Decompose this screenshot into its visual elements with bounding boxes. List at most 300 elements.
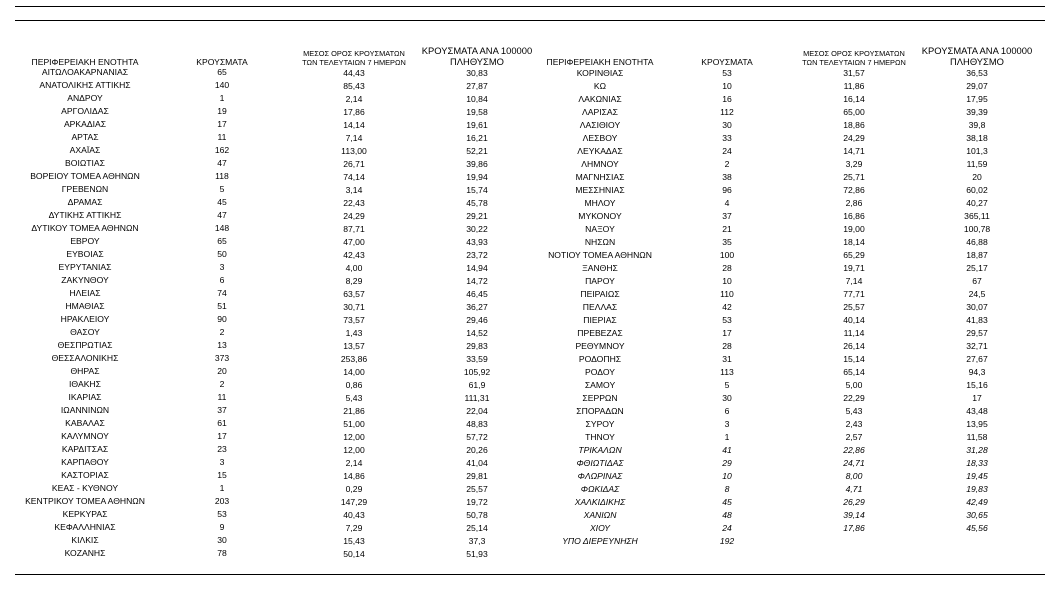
cases-per-100k-header-line1: ΚΡΟΥΣΜΑΤΑ ΑΝΑ 100000 [421, 45, 533, 56]
cases-cell: 30 [217, 535, 227, 545]
region-cell: ΠΕΙΡΑΙΩΣ [580, 289, 620, 299]
table-row [538, 249, 1038, 262]
cases-cell: 140 [214, 80, 230, 90]
seven-day-average-header-line2: ΤΩΝ ΤΕΛΕΥΤΑΙΩΝ 7 ΗΜΕΡΩΝ [802, 58, 906, 67]
cases-cell: 41 [722, 445, 732, 455]
cases-per-100k-cell: 11,58 [966, 432, 988, 442]
region-cell: ΘΗΡΑΣ [70, 366, 100, 376]
region-cell: ΣΑΜΟΥ [584, 380, 616, 390]
region-cell: ΞΑΝΘΗΣ [582, 263, 618, 273]
cases-cell: 2 [219, 327, 225, 337]
region-cell: ΙΚΑΡΙΑΣ [68, 392, 102, 402]
cases-cell: 19 [217, 106, 227, 116]
table-row [538, 444, 1038, 457]
region-cell: ΛΕΥΚΑΔΑΣ [577, 146, 623, 156]
region-cell: ΧΑΝΙΩΝ [583, 510, 617, 520]
cases-cell: 17 [217, 119, 227, 129]
cases-cell: 3 [219, 457, 225, 467]
seven-day-average-cell: 7,14 [345, 133, 363, 143]
seven-day-average-cell: 2,14 [345, 94, 363, 104]
region-cell: ΑΡΚΑΔΙΑΣ [63, 119, 107, 129]
cases-cell: 1 [219, 93, 225, 103]
cases-per-100k-cell: 29,57 [966, 328, 988, 338]
table-row [538, 457, 1038, 470]
cases-cell: 65 [217, 236, 227, 246]
cases-cell: 10 [722, 471, 732, 481]
region-cell: ΤΗΝΟΥ [585, 432, 615, 442]
seven-day-average-cell: 11,14 [843, 328, 865, 338]
region-cell: ΜΕΣΣΗΝΙΑΣ [575, 185, 625, 195]
cases-cell: 11 [217, 392, 227, 402]
cases-cell: 16 [722, 94, 732, 104]
region-cell: ΖΑΚΥΝΘΟΥ [61, 275, 109, 285]
table-row [538, 93, 1038, 106]
seven-day-average-cell: 85,43 [343, 81, 365, 91]
table-row [538, 145, 1038, 158]
seven-day-average-cell: 73,57 [343, 315, 365, 325]
seven-day-average-cell: 77,71 [843, 289, 865, 299]
region-cell: ΠΡΕΒΕΖΑΣ [577, 328, 623, 338]
table-row [538, 392, 1038, 405]
region-cell: ΑΡΓΟΛΙΔΑΣ [61, 106, 109, 116]
cases-per-100k-cell: 30,22 [466, 224, 488, 234]
cases-per-100k-cell: 19,58 [466, 107, 488, 117]
cases-cell: 148 [214, 223, 230, 233]
cases-cell: 373 [214, 353, 230, 363]
cases-cell: 20 [217, 366, 227, 376]
seven-day-average-cell: 22,86 [843, 445, 865, 455]
cases-cell: 118 [215, 171, 229, 181]
cases-per-100k-cell: 39,86 [466, 159, 488, 169]
seven-day-average-cell: 13,57 [343, 341, 365, 351]
table-row [538, 366, 1038, 379]
cases-cell: 3 [724, 419, 730, 429]
seven-day-average-cell: 5,43 [345, 393, 363, 403]
table-row [538, 327, 1038, 340]
cases-cell: 3 [219, 262, 225, 272]
cases-cell: 110 [720, 289, 734, 299]
cases-per-100k-cell: 15,74 [466, 185, 488, 195]
seven-day-average-cell: 16,86 [843, 211, 865, 221]
region-cell: ΑΧΑΪΑΣ [69, 145, 101, 155]
cases-cell: 10 [722, 276, 732, 286]
cases-per-100k-cell: 20,26 [466, 445, 488, 455]
cases-per-100k-cell: 48,83 [466, 419, 488, 429]
table-row [18, 548, 538, 561]
seven-day-average-cell: 2,14 [345, 458, 363, 468]
seven-day-average-cell: 14,71 [843, 146, 865, 156]
cases-column-header: ΚΡΟΥΣΜΑΤΑ [701, 57, 753, 67]
seven-day-average-cell: 14,14 [343, 120, 365, 130]
cases-per-100k-cell: 38,18 [966, 133, 988, 143]
seven-day-average-cell: 25,71 [843, 172, 865, 182]
cases-cell: 96 [722, 185, 732, 195]
seven-day-average-cell: 26,29 [843, 497, 865, 507]
cases-per-100k-cell: 18,33 [966, 458, 988, 468]
cases-cell: 11 [217, 132, 227, 142]
table-row [538, 483, 1038, 496]
region-column-header: ΠΕΡΙΦΕΡΕΙΑΚΗ ΕΝΟΤΗΤΑ [546, 57, 654, 67]
cases-per-100k-cell: 24,5 [968, 289, 986, 299]
seven-day-average-cell: 24,71 [843, 458, 865, 468]
table-row [538, 353, 1038, 366]
seven-day-average-cell: 2,86 [845, 198, 863, 208]
seven-day-average-cell: 18,86 [843, 120, 865, 130]
cases-per-100k-cell: 11,59 [966, 159, 988, 169]
region-cell: ΠΑΡΟΥ [585, 276, 615, 286]
cases-cell: 45 [217, 197, 227, 207]
right-table-body [538, 67, 1038, 548]
cases-per-100k-cell: 57,72 [466, 432, 488, 442]
cases-per-100k-cell: 27,67 [966, 354, 988, 364]
region-cell: ΚΩ [593, 81, 607, 91]
seven-day-average-cell: 72,86 [843, 185, 865, 195]
seven-day-average-header-line1: ΜΕΣΟΣ ΟΡΟΣ ΚΡΟΥΣΜΑΤΩΝ [803, 49, 905, 58]
cases-per-100k-cell: 19,45 [966, 471, 988, 481]
cases-cell: 33 [722, 133, 732, 143]
seven-day-average-cell: 87,71 [343, 224, 365, 234]
cases-cell: 28 [722, 263, 732, 273]
seven-day-average-cell: 7,14 [845, 276, 863, 286]
cases-per-100k-cell: 45,56 [966, 523, 988, 533]
region-cell: ΘΕΣΠΡΩΤΙΑΣ [57, 340, 113, 350]
table-row [538, 158, 1038, 171]
seven-day-average-cell: 24,29 [343, 211, 365, 221]
cases-cell: 65 [217, 67, 227, 77]
seven-day-average-cell: 253,86 [340, 354, 368, 364]
cases-per-100k-column-header [416, 40, 538, 67]
seven-day-average-cell: 47,00 [343, 237, 365, 247]
seven-day-average-cell: 14,86 [343, 471, 365, 481]
region-cell: ΗΡΑΚΛΕΙΟΥ [60, 314, 110, 324]
region-cell: ΒΟΡΕΙΟΥ ΤΟΜΕΑ ΑΘΗΝΩΝ [30, 171, 140, 181]
cases-per-100k-cell: 50,78 [466, 510, 488, 520]
table-row [538, 340, 1038, 353]
cases-per-100k-cell: 17 [972, 393, 982, 403]
cases-cell: 42 [722, 302, 732, 312]
seven-day-average-cell: 2,57 [845, 432, 863, 442]
cases-per-100k-cell: 19,83 [966, 484, 988, 494]
seven-day-average-cell: 17,86 [843, 523, 865, 533]
region-cell: ΦΩΚΙΔΑΣ [580, 484, 620, 494]
region-cell: ΓΡΕΒΕΝΩΝ [61, 184, 109, 194]
cases-cell: 30 [722, 393, 732, 403]
region-cell: ΝΟΤΙΟΥ ΤΟΜΕΑ ΑΘΗΝΩΝ [548, 250, 652, 260]
table-row [538, 171, 1038, 184]
cases-per-100k-cell: 36,53 [966, 68, 988, 78]
table-row [538, 470, 1038, 483]
cases-per-100k-cell: 36,27 [466, 302, 488, 312]
cases-cell: 8 [724, 484, 730, 494]
seven-day-average-cell: 16,14 [843, 94, 865, 104]
cases-per-100k-cell: 105,92 [463, 367, 491, 377]
seven-day-average-cell: 50,14 [343, 549, 365, 559]
table-row [538, 379, 1038, 392]
cases-per-100k-cell: 94,3 [968, 367, 986, 377]
region-cell: ΠΙΕΡΙΑΣ [583, 315, 617, 325]
seven-day-average-header-line1: ΜΕΣΟΣ ΟΡΟΣ ΚΡΟΥΣΜΑΤΩΝ [303, 49, 405, 58]
cases-per-100k-cell [916, 535, 1038, 548]
seven-day-average-cell: 63,57 [343, 289, 365, 299]
left-cases-table [18, 40, 538, 561]
region-cell: ΧΑΛΚΙΔΙΚΗΣ [574, 497, 626, 507]
seven-day-average-cell [792, 535, 916, 548]
region-cell: ΜΥΚΟΝΟΥ [578, 211, 622, 221]
table-row [538, 509, 1038, 522]
cases-per-100k-cell: 19,72 [466, 497, 488, 507]
seven-day-average-cell: 74,14 [343, 172, 365, 182]
seven-day-average-cell: 113,00 [341, 146, 367, 156]
cases-cell: 24 [722, 523, 732, 533]
cases-per-100k-cell: 40,27 [966, 198, 988, 208]
seven-day-average-cell: 1,43 [345, 328, 363, 338]
seven-day-average-cell: 39,14 [843, 510, 865, 520]
seven-day-average-cell: 40,43 [343, 510, 365, 520]
seven-day-average-cell: 8,29 [345, 276, 363, 286]
bottom-rule [15, 574, 1045, 575]
seven-day-average-cell: 7,29 [345, 523, 363, 533]
seven-day-average-cell: 31,57 [843, 68, 865, 78]
table-row [538, 431, 1038, 444]
seven-day-average-cell: 30,71 [343, 302, 365, 312]
cases-per-100k-cell: 29,81 [466, 471, 488, 481]
cases-cell: 6 [219, 275, 225, 285]
table-row [538, 184, 1038, 197]
cases-per-100k-cell: 100,78 [963, 224, 991, 234]
seven-day-average-column-header [792, 40, 916, 67]
seven-day-average-cell: 5,43 [845, 406, 863, 416]
cases-cell: 1 [724, 432, 730, 442]
cases-cell: 13 [217, 340, 227, 350]
seven-day-average-cell: 65,29 [843, 250, 865, 260]
seven-day-average-cell: 3,14 [345, 185, 363, 195]
cases-cell: 35 [722, 237, 732, 247]
region-cell: ΤΡΙΚΑΛΩΝ [578, 445, 622, 455]
cases-per-100k-cell: 61,9 [468, 380, 486, 390]
cases-per-100k-cell: 41,83 [966, 315, 988, 325]
cases-per-100k-cell: 60,02 [966, 185, 988, 195]
cases-cell: 203 [214, 496, 230, 506]
cases-per-100k-cell: 43,93 [466, 237, 488, 247]
table-row [538, 119, 1038, 132]
cases-cell: 28 [722, 341, 732, 351]
cases-per-100k-cell: 46,88 [966, 237, 988, 247]
region-cell: ΔΥΤΙΚΟΥ ΤΟΜΕΑ ΑΘΗΝΩΝ [31, 223, 139, 233]
region-cell: ΥΠΟ ΔΙΕΡΕΥΝΗΣΗ [562, 536, 638, 546]
cases-cell: 24 [722, 146, 732, 156]
table-row [538, 522, 1038, 535]
cases-per-100k-cell: 19,94 [466, 172, 488, 182]
cases-per-100k-cell: 46,45 [466, 289, 488, 299]
region-cell: ΛΑΣΙΘΙΟΥ [579, 120, 621, 130]
table-row [538, 496, 1038, 509]
table-row [538, 275, 1038, 288]
seven-day-average-cell: 42,43 [343, 250, 365, 260]
table-row [538, 197, 1038, 210]
cases-cell: 17 [217, 431, 227, 441]
cases-cell: 162 [214, 145, 230, 155]
cases-per-100k-cell: 27,87 [466, 81, 488, 91]
cases-per-100k-cell: 39,8 [968, 120, 986, 130]
cases-per-100k-cell: 25,14 [466, 523, 488, 533]
cases-cell: 6 [724, 406, 730, 416]
table-row [538, 210, 1038, 223]
table-row [538, 236, 1038, 249]
seven-day-average-cell: 65,00 [843, 107, 865, 117]
cases-per-100k-cell: 10,84 [466, 94, 488, 104]
cases-per-100k-header-line2: ΠΛΗΘΥΣΜΟ [950, 56, 1004, 67]
cases-per-100k-header-line2: ΠΛΗΘΥΣΜΟ [450, 56, 504, 67]
seven-day-average-cell: 22,43 [343, 198, 365, 208]
cases-cell: 31 [722, 354, 732, 364]
table-row [538, 288, 1038, 301]
cases-cell: 47 [217, 158, 227, 168]
cases-per-100k-cell: 31,28 [966, 445, 988, 455]
cases-cell: 78 [217, 548, 227, 558]
cases-cell: 48 [722, 510, 732, 520]
region-cell: ΚΕΦΑΛΛΗΝΙΑΣ [54, 522, 116, 532]
cases-per-100k-cell: 101,3 [966, 146, 988, 156]
header-rule [15, 20, 1045, 21]
region-cell: ΑΙΤΩΛΟΑΚΑΡΝΑΝΙΑΣ [41, 67, 129, 77]
region-cell: ΚΙΛΚΙΣ [71, 535, 99, 545]
cases-per-100k-cell: 29,83 [466, 341, 488, 351]
cases-cell: 4 [724, 198, 730, 208]
cases-cell: 9 [219, 522, 225, 532]
seven-day-average-cell: 0,86 [345, 380, 363, 390]
cases-per-100k-cell: 41,04 [466, 458, 488, 468]
cases-per-100k-cell: 32,71 [966, 341, 988, 351]
seven-day-average-cell: 15,14 [843, 354, 865, 364]
cases-per-100k-cell: 111,31 [464, 393, 490, 403]
region-cell: ΝΑΞΟΥ [585, 224, 615, 234]
table-row [538, 67, 1038, 80]
region-cell: ΛΑΡΙΣΑΣ [582, 107, 618, 117]
region-cell: ΧΙΟΥ [589, 523, 611, 533]
seven-day-average-cell: 24,29 [843, 133, 865, 143]
region-cell: ΑΝΔΡΟΥ [67, 93, 103, 103]
seven-day-average-cell: 18,14 [843, 237, 865, 247]
cases-per-100k-cell: 45,78 [466, 198, 488, 208]
cases-cell: 112 [720, 107, 734, 117]
cases-cell: 47 [217, 210, 227, 220]
region-cell: ΣΥΡΟΥ [585, 419, 615, 429]
cases-per-100k-cell: 23,72 [466, 250, 488, 260]
cases-cell: 90 [217, 314, 227, 324]
seven-day-average-header-line2: ΤΩΝ ΤΕΛΕΥΤΑΙΩΝ 7 ΗΜΕΡΩΝ [302, 58, 406, 67]
region-cell: ΙΘΑΚΗΣ [69, 379, 101, 389]
cases-cell: 53 [722, 68, 732, 78]
seven-day-average-cell: 65,14 [843, 367, 865, 377]
cases-cell: 53 [217, 509, 227, 519]
cases-cell: 17 [722, 328, 732, 338]
left-table-body [18, 67, 538, 561]
region-cell: ΚΑΒΑΛΑΣ [65, 418, 105, 428]
cases-cell: 113 [720, 367, 734, 377]
cases-cell: 29 [722, 458, 732, 468]
table-row [538, 314, 1038, 327]
region-cell: ΚΑΣΤΟΡΙΑΣ [61, 470, 109, 480]
region-cell: ΚΑΡΠΑΘΟΥ [61, 457, 109, 467]
cases-per-100k-cell: 25,17 [966, 263, 988, 273]
region-cell: ΙΩΑΝΝΙΝΩΝ [60, 405, 110, 415]
cases-cell: 21 [722, 224, 732, 234]
cases-per-100k-cell: 29,21 [466, 211, 488, 221]
table-row [538, 405, 1038, 418]
region-cell: ΘΑΣΟΥ [70, 327, 100, 337]
seven-day-average-cell: 26,14 [843, 341, 865, 351]
cases-cell: 100 [719, 250, 735, 260]
cases-cell: 45 [722, 497, 732, 507]
seven-day-average-cell: 14,00 [343, 367, 365, 377]
cases-per-100k-cell: 14,72 [466, 276, 488, 286]
region-cell: ΚΟΖΑΝΗΣ [64, 548, 106, 558]
region-cell: ΚΕΡΚΥΡΑΣ [62, 509, 108, 519]
cases-cell: 37 [722, 211, 732, 221]
region-cell: ΑΡΤΑΣ [71, 132, 99, 142]
region-cell: ΡΟΔΟΠΗΣ [578, 354, 622, 364]
cases-per-100k-cell: 30,83 [466, 68, 488, 78]
cases-cell: 37 [217, 405, 227, 415]
cases-cell: 1 [219, 483, 225, 493]
seven-day-average-cell: 19,00 [843, 224, 865, 234]
cases-per-100k-cell: 29,07 [966, 81, 988, 91]
table-row [538, 80, 1038, 93]
seven-day-average-cell: 21,86 [343, 406, 365, 416]
cases-per-100k-cell: 29,46 [466, 315, 488, 325]
region-cell: ΔΡΑΜΑΣ [67, 197, 103, 207]
seven-day-average-cell: 0,29 [345, 484, 363, 494]
seven-day-average-cell: 44,43 [343, 68, 365, 78]
seven-day-average-cell: 40,14 [843, 315, 865, 325]
cases-per-100k-cell: 37,3 [468, 536, 486, 546]
cases-per-100k-cell: 42,49 [966, 497, 988, 507]
cases-per-100k-cell: 30,07 [966, 302, 988, 312]
seven-day-average-cell: 22,29 [843, 393, 865, 403]
cases-per-100k-header-line1: ΚΡΟΥΣΜΑΤΑ ΑΝΑ 100000 [921, 45, 1033, 56]
region-cell: ΚΑΡΔΙΤΣΑΣ [61, 444, 109, 454]
region-cell: ΗΜΑΘΙΑΣ [65, 301, 105, 311]
region-cell: ΕΥΡΥΤΑΝΙΑΣ [58, 262, 112, 272]
cases-cell: 30 [722, 120, 732, 130]
seven-day-average-cell: 3,29 [845, 159, 863, 169]
right-cases-table [538, 40, 1038, 548]
region-cell: ΛΕΣΒΟΥ [582, 133, 618, 143]
seven-day-average-cell: 15,43 [343, 536, 365, 546]
region-cell: ΕΒΡΟΥ [70, 236, 100, 246]
seven-day-average-cell: 4,00 [345, 263, 363, 273]
cases-cell: 61 [217, 418, 227, 428]
cases-per-100k-cell: 52,21 [466, 146, 488, 156]
cases-per-100k-cell: 15,16 [966, 380, 988, 390]
cases-cell: 5 [724, 380, 730, 390]
table-row [538, 262, 1038, 275]
table-row [538, 418, 1038, 431]
region-cell: ΛΗΜΝΟΥ [581, 159, 619, 169]
table-row [538, 106, 1038, 119]
seven-day-average-cell: 12,00 [343, 445, 365, 455]
top-rule [15, 6, 1045, 7]
cases-per-100k-column-header [916, 40, 1038, 67]
region-cell: ΚΟΡΙΝΘΙΑΣ [576, 68, 624, 78]
cases-per-100k-cell: 13,95 [966, 419, 988, 429]
seven-day-average-column-header [292, 40, 416, 67]
seven-day-average-cell: 26,71 [343, 159, 365, 169]
cases-per-100k-cell: 22,04 [466, 406, 488, 416]
cases-cell: 5 [219, 184, 225, 194]
region-cell: ΚΕΑΣ - ΚΥΘΝΟΥ [51, 483, 119, 493]
cases-cell: 15 [217, 470, 227, 480]
